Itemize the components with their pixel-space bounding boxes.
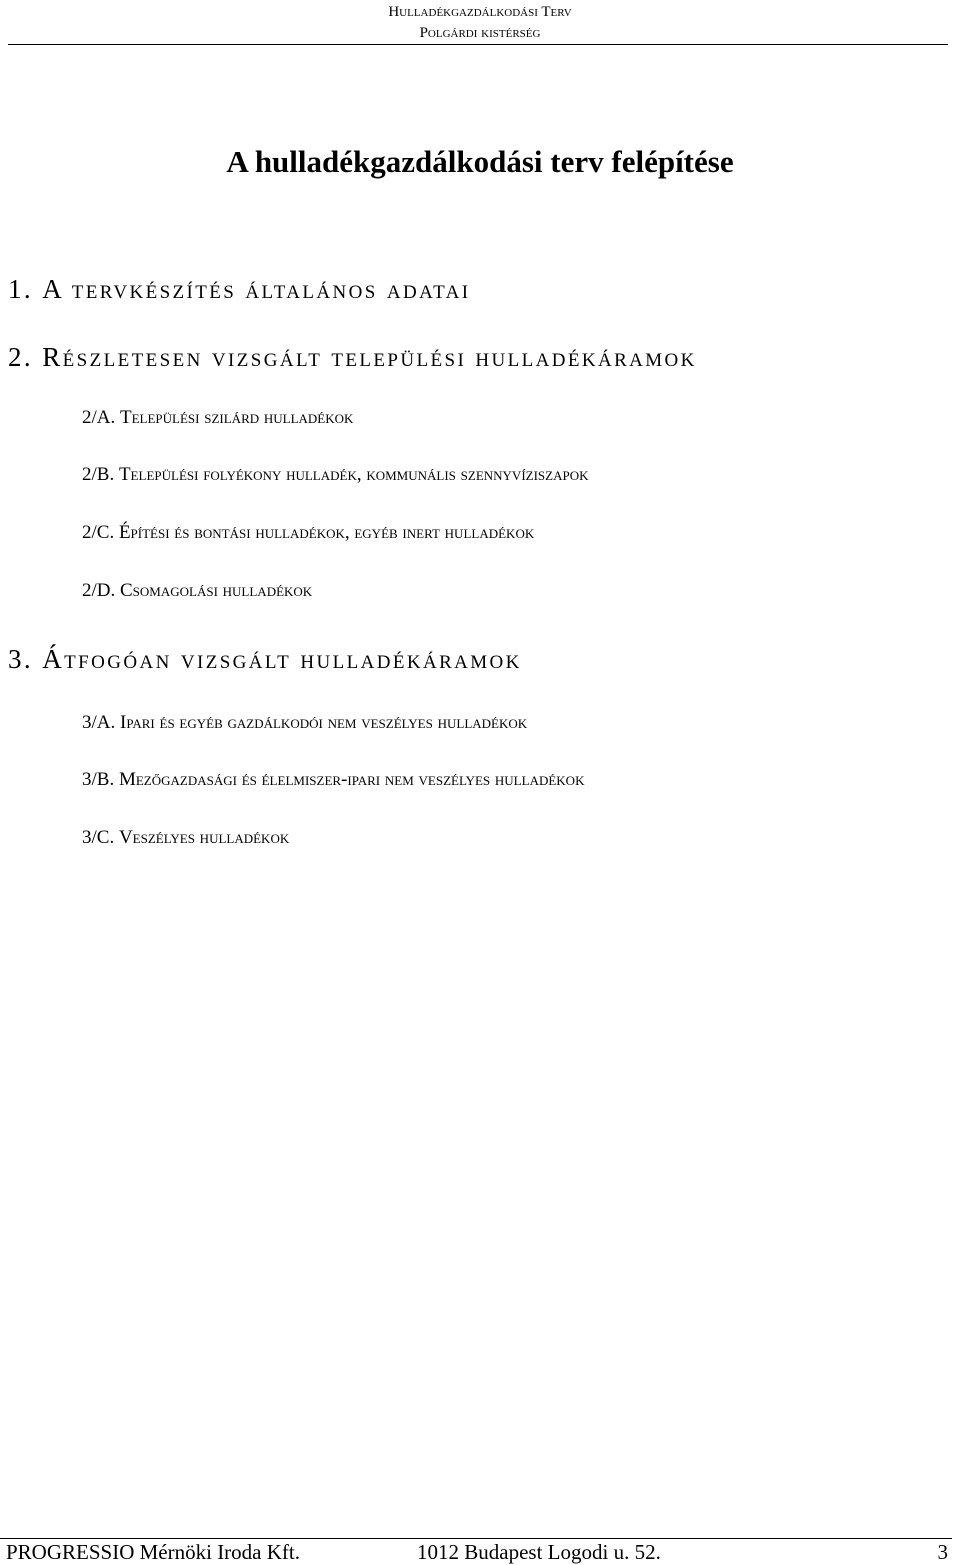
header-subtitle: Polgárdi kistérség (419, 25, 541, 41)
header-divider (8, 44, 948, 45)
page-number: 3 (937, 1540, 948, 1564)
section-heading-3 (8, 642, 522, 676)
subsection-label: Ipari és egyéb gazdálkodói nem veszélyes hulladékok (120, 712, 528, 733)
section-heading-2 (8, 340, 697, 374)
subsection-label: Mezőgazdasági és élelmiszer-ipari nem veszélyes hulladékok (118, 769, 585, 790)
subsection-heading-2c (82, 520, 534, 546)
subsection-heading-3a (82, 710, 527, 736)
page-header (0, 0, 960, 50)
section-label: Részletesen vizsgált települési hulladékáramok (42, 342, 697, 372)
section-label: Átfogóan vizsgált hulladékáramok (42, 644, 522, 674)
subsection-label: Csomagolási hulladékok (120, 580, 313, 601)
subsection-heading-2a (82, 405, 353, 431)
page-title: A hulladékgazdálkodási terv felépítése (226, 144, 734, 179)
section-number: 1. (8, 274, 34, 304)
section-number: 3. (8, 644, 34, 674)
subsection-heading-2d (82, 578, 312, 604)
subsection-heading-3b (82, 767, 584, 793)
subsection-heading-2b (82, 462, 588, 488)
header-title: Hulladékgazdálkodási Terv (388, 4, 572, 20)
section-label: A tervkészítés általános adatai (42, 274, 471, 304)
footer-address: 1012 Budapest Logodi u. 52. (417, 1540, 661, 1564)
subsection-number: 2/B. (82, 464, 115, 485)
subsection-number: 3/A. (82, 712, 116, 733)
footer-company: PROGRESSIO Mérnöki Iroda Kft. (6, 1540, 300, 1564)
subsection-number: 2/D. (82, 580, 116, 601)
subsection-number: 3/C. (82, 827, 115, 848)
subsection-number: 2/A. (82, 407, 116, 428)
section-heading-1 (8, 272, 470, 306)
subsection-label: Települési folyékony hulladék, kommunális szennyvíziszapok (118, 464, 589, 485)
subsection-number: 3/B. (82, 769, 115, 790)
section-number: 2. (8, 342, 34, 372)
subsection-heading-3c (82, 825, 289, 851)
subsection-label: Veszélyes hulladékok (118, 827, 290, 848)
page-footer (0, 1539, 960, 1565)
subsection-label: Építési és bontási hulladékok, egyéb inert hulladékok (118, 522, 535, 543)
subsection-label: Települési szilárd hulladékok (120, 407, 354, 428)
subsection-number: 2/C. (82, 522, 115, 543)
